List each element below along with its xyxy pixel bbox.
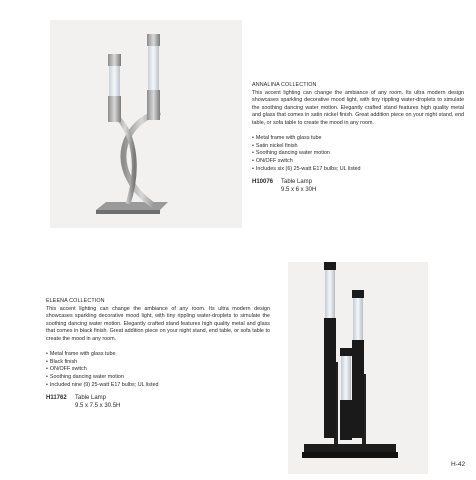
feature-item: • Metal frame with glass tube (252, 135, 464, 143)
product-dimensions: 9.5 x 7.5 x 30.5H (75, 402, 121, 409)
eleena-lamp-photo (288, 262, 428, 474)
collection-title: ANNALINA COLLECTION (252, 82, 317, 88)
feature-item: • Satin nickel finish (252, 143, 464, 151)
feature-item: • Included nine (9) 25-watt E17 bulbs; UL listed (46, 382, 270, 390)
feature-list (46, 351, 270, 389)
feature-item: • Black finish (46, 359, 270, 367)
model-number: H11762 (46, 395, 67, 402)
model-row (46, 395, 270, 410)
feature-item: • ON/OFF switch (252, 158, 464, 166)
feature-list (252, 135, 464, 173)
eleena-product-info (46, 298, 270, 410)
collection-title: ELEENA COLLECTION (46, 298, 105, 304)
page-number: H-42 (451, 461, 466, 468)
feature-item: • Soothing dancing water motion (252, 150, 464, 158)
annalina-product-info (252, 82, 464, 194)
feature-item: • Metal frame with glass tube (46, 351, 270, 359)
eleena-lamp-illustration (288, 262, 428, 474)
product-type: Table Lamp (75, 395, 107, 402)
model-number: H10076 (252, 179, 274, 186)
annalina-lamp-photo (50, 20, 242, 228)
annalina-lamp-illustration (50, 20, 242, 228)
feature-item: • ON/OFF switch (46, 366, 270, 374)
product-dimensions: 9.5 x 6 x 30H (281, 186, 317, 193)
product-description: This accent lighting can change the ambiance of any room. Its ultra modern design showcases sparkling decorative mood light, with tiny rippling water-droplets to simulate the soothing dancing water motion. Elegantly crafted stand features high quality metal and glass that comes in black finish. Great addition piece on your night stand, end table, or sofa table to create the mood in any room. (46, 305, 270, 342)
product-type: Table Lamp (281, 179, 313, 186)
model-row (252, 179, 464, 194)
product-description: This accent lighting can change the ambiance of any room. Its ultra modern design showcases sparkling decorative mood light, with tiny rippling water-droplets to simulate the soothing dancing water motion. Elegantly crafted stand features high quality metal and glass that comes in satin nickel finish. Great addition piece on your night stand, end table, or sofa table to create the mood in any room. (252, 89, 464, 126)
feature-item: • Soothing dancing water motion (46, 374, 270, 382)
feature-item: • Includes six (6) 25-watt E17 bulbs; UL listed (252, 166, 464, 174)
